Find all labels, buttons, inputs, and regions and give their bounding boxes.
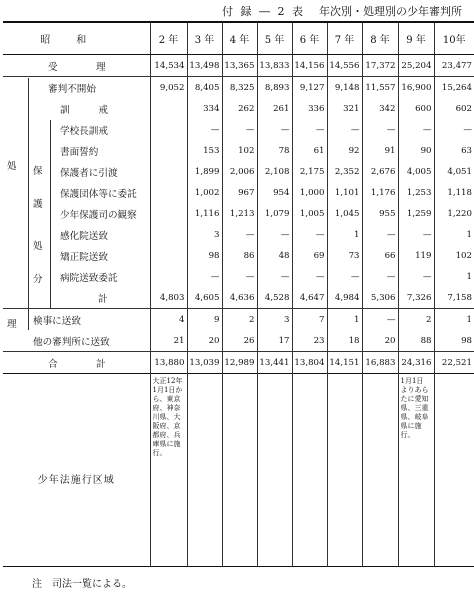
table-cell: [150, 182, 187, 203]
table-cell: 21: [150, 330, 187, 352]
row-label: 計: [98, 293, 108, 305]
table-cell: 3: [257, 309, 292, 331]
side-label-ho: 保: [33, 166, 43, 177]
table-cell: 8,325: [222, 77, 257, 99]
table-row: [3, 224, 474, 245]
table-cell: 967: [222, 182, 257, 203]
table-cell: 14,156: [292, 55, 327, 77]
table-cell: —: [398, 119, 434, 140]
table-cell: 88: [398, 330, 434, 352]
table-row: [3, 55, 474, 77]
table-cell: 4,005: [398, 161, 434, 182]
table-cell: 25,204: [398, 55, 434, 77]
table-row: [3, 98, 474, 119]
year-header: 9 年: [398, 22, 434, 55]
table-cell: 9,052: [150, 77, 187, 99]
table-cell: 66: [362, 245, 398, 266]
table-cell: [150, 98, 187, 119]
table-cell: 955: [362, 203, 398, 224]
year-header: 8 年: [362, 22, 398, 55]
footnote: 注 司法一覧による。: [32, 579, 132, 590]
table-cell: —: [362, 224, 398, 245]
row-label: 訓 戒: [60, 104, 108, 116]
row-label: 保護者に引渡: [60, 167, 118, 179]
table-cell: 1,213: [222, 203, 257, 224]
table-cell: 262: [222, 98, 257, 119]
area-cell: [257, 374, 292, 567]
table-cell: —: [292, 266, 327, 287]
table-cell: 342: [362, 98, 398, 119]
table-cell: 1,116: [187, 203, 222, 224]
table-caption: 年次別・処理別の少年審判所: [319, 5, 462, 18]
table-cell: 1,079: [257, 203, 292, 224]
table-cell: 2: [222, 309, 257, 331]
table-cell: 4,528: [257, 287, 292, 309]
table-cell: [150, 119, 187, 140]
table-cell: 8,405: [187, 77, 222, 99]
area-cell: [187, 374, 222, 567]
table-cell: 14,151: [327, 352, 362, 374]
table-cell: 7: [292, 309, 327, 331]
table-cell: 9,127: [292, 77, 327, 99]
area-cell: [327, 374, 362, 567]
table-cell: —: [362, 309, 398, 331]
table-cell: 4,803: [150, 287, 187, 309]
row-label: 審判不開始: [3, 77, 150, 99]
table-cell: 600: [398, 98, 434, 119]
table-row: [3, 77, 474, 99]
table-row: [3, 140, 474, 161]
table-cell: 11,557: [362, 77, 398, 99]
area-cell: [398, 374, 434, 567]
table-cell: —: [362, 119, 398, 140]
table-cell: —: [292, 119, 327, 140]
table-cell: 1,259: [398, 203, 434, 224]
year-header: 6 年: [292, 22, 327, 55]
juvenile-court-table: [3, 21, 474, 567]
table-cell: 92: [327, 140, 362, 161]
table-cell: [150, 161, 187, 182]
table-cell: 13,880: [150, 352, 187, 374]
table-cell: [150, 203, 187, 224]
side-label-sho: 処: [7, 161, 17, 172]
table-cell: 4,605: [187, 287, 222, 309]
table-cell: —: [257, 119, 292, 140]
table-row: [3, 182, 474, 203]
table-cell: —: [222, 224, 257, 245]
row-label: 感化院送致: [60, 230, 108, 242]
table-cell: 13,833: [257, 55, 292, 77]
table-cell: 1,118: [434, 182, 474, 203]
table-cell: 261: [257, 98, 292, 119]
table-cell: 69: [292, 245, 327, 266]
area-cell: [434, 374, 474, 567]
area-cell: [222, 374, 257, 567]
table-cell: 4,984: [327, 287, 362, 309]
side-label-ri: 理: [7, 319, 17, 330]
year-header: 7 年: [327, 22, 362, 55]
table-cell: 2,006: [222, 161, 257, 182]
table-cell: 334: [187, 98, 222, 119]
table-cell: —: [222, 266, 257, 287]
table-cell: 16,900: [398, 77, 434, 99]
table-cell: 13,498: [187, 55, 222, 77]
table-cell: 13,039: [187, 352, 222, 374]
year-header: 2 年: [150, 22, 187, 55]
table-row: [3, 352, 474, 374]
table-row: [3, 161, 474, 182]
year-header: 10年: [434, 22, 474, 55]
table-cell: 1,253: [398, 182, 434, 203]
area-note-year2: 大正12年1月1日から、東京府、神奈川県、大阪府、京都府、兵庫県に施行。: [152, 377, 183, 457]
table-row: [3, 203, 474, 224]
table-cell: [150, 266, 187, 287]
table-cell: 4,647: [292, 287, 327, 309]
table-cell: 63: [434, 140, 474, 161]
table-cell: 48: [257, 245, 292, 266]
table-cell: 90: [398, 140, 434, 161]
table-cell: 1,899: [187, 161, 222, 182]
table-cell: 2,108: [257, 161, 292, 182]
area-row: [3, 374, 474, 567]
table-cell: 119: [398, 245, 434, 266]
table-cell: 7,158: [434, 287, 474, 309]
table-cell: 16,883: [362, 352, 398, 374]
table-cell: 4: [150, 309, 187, 331]
table-cell: 12,989: [222, 352, 257, 374]
table-cell: 2,175: [292, 161, 327, 182]
table-cell: 1,000: [292, 182, 327, 203]
side-label-sho2: 処: [33, 241, 43, 252]
table-row: [3, 119, 474, 140]
row-label: 矯正院送致: [60, 251, 108, 263]
table-row: [3, 245, 474, 266]
table-number: 付 録 ― 2 表: [222, 5, 305, 18]
table-row: [3, 266, 474, 287]
table-cell: —: [362, 266, 398, 287]
table-cell: 4,636: [222, 287, 257, 309]
table-cell: 15,264: [434, 77, 474, 99]
area-note-year9: 1月1日よりあらたに愛知県、三重県、岐阜県に施行。: [400, 377, 429, 439]
table-cell: 1,002: [187, 182, 222, 203]
table-cell: 17: [257, 330, 292, 352]
table-cell: 14,556: [327, 55, 362, 77]
table-cell: 8,893: [257, 77, 292, 99]
table-cell: 9: [187, 309, 222, 331]
table-cell: 24,316: [398, 352, 434, 374]
table-cell: —: [327, 266, 362, 287]
row-label: 書面誓約: [60, 146, 99, 158]
table-cell: 23,477: [434, 55, 474, 77]
table-cell: 153: [187, 140, 222, 161]
table-cell: 13,365: [222, 55, 257, 77]
table-cell: 17,372: [362, 55, 398, 77]
corner-label: 昭和: [3, 22, 150, 55]
area-cell: [362, 374, 398, 567]
table-cell: 102: [222, 140, 257, 161]
table-cell: —: [434, 119, 474, 140]
row-label: 他の審判所に送致: [33, 336, 110, 348]
area-label: 少年法施行区域: [37, 475, 115, 486]
table-cell: 2: [398, 309, 434, 331]
table-cell: 73: [327, 245, 362, 266]
table-cell: [150, 224, 187, 245]
table-cell: 1: [434, 266, 474, 287]
area-cell: [150, 374, 187, 567]
table-cell: 98: [187, 245, 222, 266]
table-cell: 954: [257, 182, 292, 203]
table-cell: 20: [362, 330, 398, 352]
area-label-cell: [3, 374, 150, 567]
row-label: 病院送致委託: [60, 272, 118, 284]
table-cell: 1: [434, 309, 474, 331]
year-header: 4 年: [222, 22, 257, 55]
row-label: 保護団体等に委託: [60, 188, 137, 200]
table-cell: 1: [434, 224, 474, 245]
row-label: 学校長訓戒: [60, 125, 108, 137]
table-cell: 86: [222, 245, 257, 266]
table-cell: 3: [187, 224, 222, 245]
table-cell: 14,534: [150, 55, 187, 77]
table-cell: 1,045: [327, 203, 362, 224]
table-cell: [150, 140, 187, 161]
shori-bracket: [28, 78, 29, 330]
table-cell: —: [257, 224, 292, 245]
table-body: [3, 55, 474, 567]
table-row: [3, 287, 474, 309]
table-cell: 98: [434, 330, 474, 352]
table-cell: —: [292, 224, 327, 245]
table-cell: 23: [292, 330, 327, 352]
table-cell: 26: [222, 330, 257, 352]
table-cell: [150, 245, 187, 266]
side-label-bun: 分: [33, 274, 43, 285]
table-cell: 22,521: [434, 352, 474, 374]
row-label: 少年保護司の観察: [60, 209, 137, 221]
table-cell: 336: [292, 98, 327, 119]
table-cell: —: [187, 119, 222, 140]
table-cell: 2,352: [327, 161, 362, 182]
table-title: [0, 3, 462, 19]
table-cell: 9,148: [327, 77, 362, 99]
table-cell: 7,326: [398, 287, 434, 309]
table-cell: 13,441: [257, 352, 292, 374]
table-cell: 2,676: [362, 161, 398, 182]
table-cell: —: [187, 266, 222, 287]
table-cell: 321: [327, 98, 362, 119]
table-cell: 1: [327, 309, 362, 331]
table-cell: —: [398, 266, 434, 287]
area-cell: [292, 374, 327, 567]
row-label: 検事に送致: [3, 309, 150, 331]
table-cell: 5,306: [362, 287, 398, 309]
table-cell: —: [222, 119, 257, 140]
table-cell: 78: [257, 140, 292, 161]
table-cell: —: [327, 119, 362, 140]
table-row: [3, 330, 474, 352]
table-cell: —: [257, 266, 292, 287]
year-header: 5 年: [257, 22, 292, 55]
table-cell: 1,005: [292, 203, 327, 224]
table-cell: 91: [362, 140, 398, 161]
row-label: 合 計: [3, 352, 150, 374]
table-cell: 61: [292, 140, 327, 161]
table-cell: 13,804: [292, 352, 327, 374]
table-cell: —: [398, 224, 434, 245]
table-cell: 1,101: [327, 182, 362, 203]
side-label-go: 護: [33, 199, 43, 210]
header-row: [3, 22, 474, 55]
row-label: 受 理: [3, 55, 150, 77]
hogo-bracket: [50, 120, 51, 308]
table-cell: 20: [187, 330, 222, 352]
table-cell: 1: [327, 224, 362, 245]
table-cell: 18: [327, 330, 362, 352]
table-row: [3, 309, 474, 331]
table-cell: 4,051: [434, 161, 474, 182]
table-cell: 102: [434, 245, 474, 266]
table-cell: 602: [434, 98, 474, 119]
year-header: 3 年: [187, 22, 222, 55]
table-cell: 1,220: [434, 203, 474, 224]
table-cell: 1,176: [362, 182, 398, 203]
